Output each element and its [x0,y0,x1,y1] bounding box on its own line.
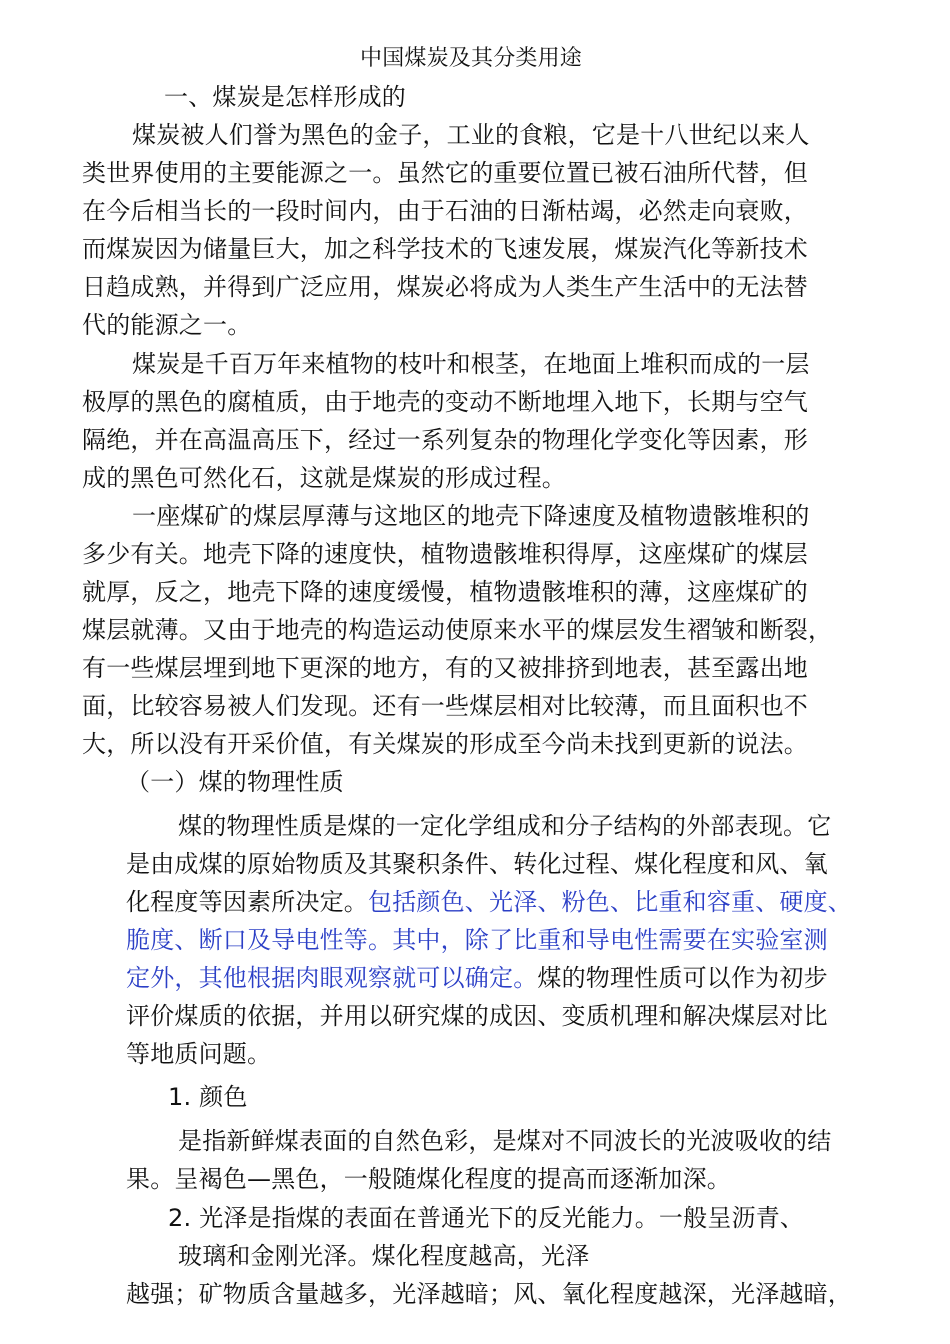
paragraph-line: 煤炭被人们誉为黑色的金子，工业的食粮，它是十八世纪以来人 [132,121,810,149]
section-heading-coal-formation: 一、煤炭是怎样形成的 [164,83,406,111]
paragraph-line: 煤炭是千百万年来植物的枝叶和根茎，在地面上堆积而成的一层 [132,350,810,378]
paragraph-line: 果。呈褐色—黑色，一般随煤化程度的提高而逐渐加深。 [126,1165,731,1193]
section-heading-physical-properties: （一）煤的物理性质 [126,768,344,796]
highlighted-text: 定外，其他根据肉眼观察就可以确定。 [126,964,538,992]
item-heading-luster: 2. 光泽是指煤的表面在普通光下的反光能力。一般呈沥青、 [168,1204,805,1232]
paragraph-line: 隔绝，并在高温高压下，经过一系列复杂的物理化学变化等因素，形 [82,426,808,454]
paragraph-line: 多少有关。地壳下降的速度快，植物遗骸堆积得厚，这座煤矿的煤层 [82,540,808,568]
paragraph-line: 有一些煤层埋到地下更深的地方，有的又被排挤到地表，甚至露出地 [82,654,808,682]
paragraph-segment: 化程度等因素所决定。 [126,888,368,916]
paragraph-line: 一座煤矿的煤层厚薄与这地区的地壳下降速度及植物遗骸堆积的 [132,502,810,530]
paragraph-line: 是由成煤的原始物质及其聚积条件、转化过程、煤化程度和风、氧 [126,850,828,878]
paragraph-line: 大，所以没有开采价值，有关煤炭的形成至今尚未找到更新的说法。 [82,730,808,758]
paragraph-line: 成的黑色可然化石，这就是煤炭的形成过程。 [82,464,566,492]
highlighted-text: 脆度、断口及导电性等。其中，除了比重和导电性需要在实验室测 [126,926,828,954]
paragraph-line: 类世界使用的主要能源之一。虽然它的重要位置已被石油所代替，但 [82,159,808,187]
paragraph-line-mixed [126,887,852,917]
highlighted-text: 包括颜色、光泽、粉色、比重和容重、硬度、 [368,888,852,916]
paragraph-line: 越强；矿物质含量越多，光泽越暗；风、氧化程度越深，光泽越暗， [126,1280,852,1308]
paragraph-line: 玻璃和金刚光泽。煤化程度越高，光泽 [178,1242,590,1270]
paragraph-line: 等地质问题。 [126,1040,272,1068]
paragraph-line: 而煤炭因为储量巨大，加之科学技术的飞速发展，煤炭汽化等新技术 [82,235,808,263]
paragraph-line: 面，比较容易被人们发现。还有一些煤层相对比较薄，而且面积也不 [82,692,808,720]
paragraph-line: 就厚，反之，地壳下降的速度缓慢，植物遗骸堆积的薄，这座煤矿的 [82,578,808,606]
paragraph-segment: 煤的物理性质可以作为初步 [537,964,828,992]
paragraph-line: 评价煤质的依据，并用以研究煤的成因、变质机理和解决煤层对比 [126,1002,828,1030]
paragraph-line: 代的能源之一。 [82,311,252,339]
paragraph-line: 日趋成熟，并得到广泛应用，煤炭必将成为人类生产生活中的无法替 [82,273,808,301]
item-heading-color: 1. 颜色 [168,1083,248,1111]
paragraph-line: 是指新鲜煤表面的自然色彩，是煤对不同波长的光波吸收的结 [178,1127,832,1155]
paragraph-line: 极厚的黑色的腐植质，由于地壳的变动不断地埋入地下，长期与空气 [82,388,808,416]
paragraph-line: 在今后相当长的一段时间内，由于石油的日渐枯竭，必然走向衰败， [82,197,808,225]
document-title: 中国煤炭及其分类用途 [360,46,583,71]
paragraph-line: 煤层就薄。又由于地壳的构造运动使原来水平的煤层发生褶皱和断裂， [82,616,833,644]
paragraph-line: 煤的物理性质是煤的一定化学组成和分子结构的外部表现。它 [178,812,832,840]
paragraph-line-mixed [126,963,828,993]
